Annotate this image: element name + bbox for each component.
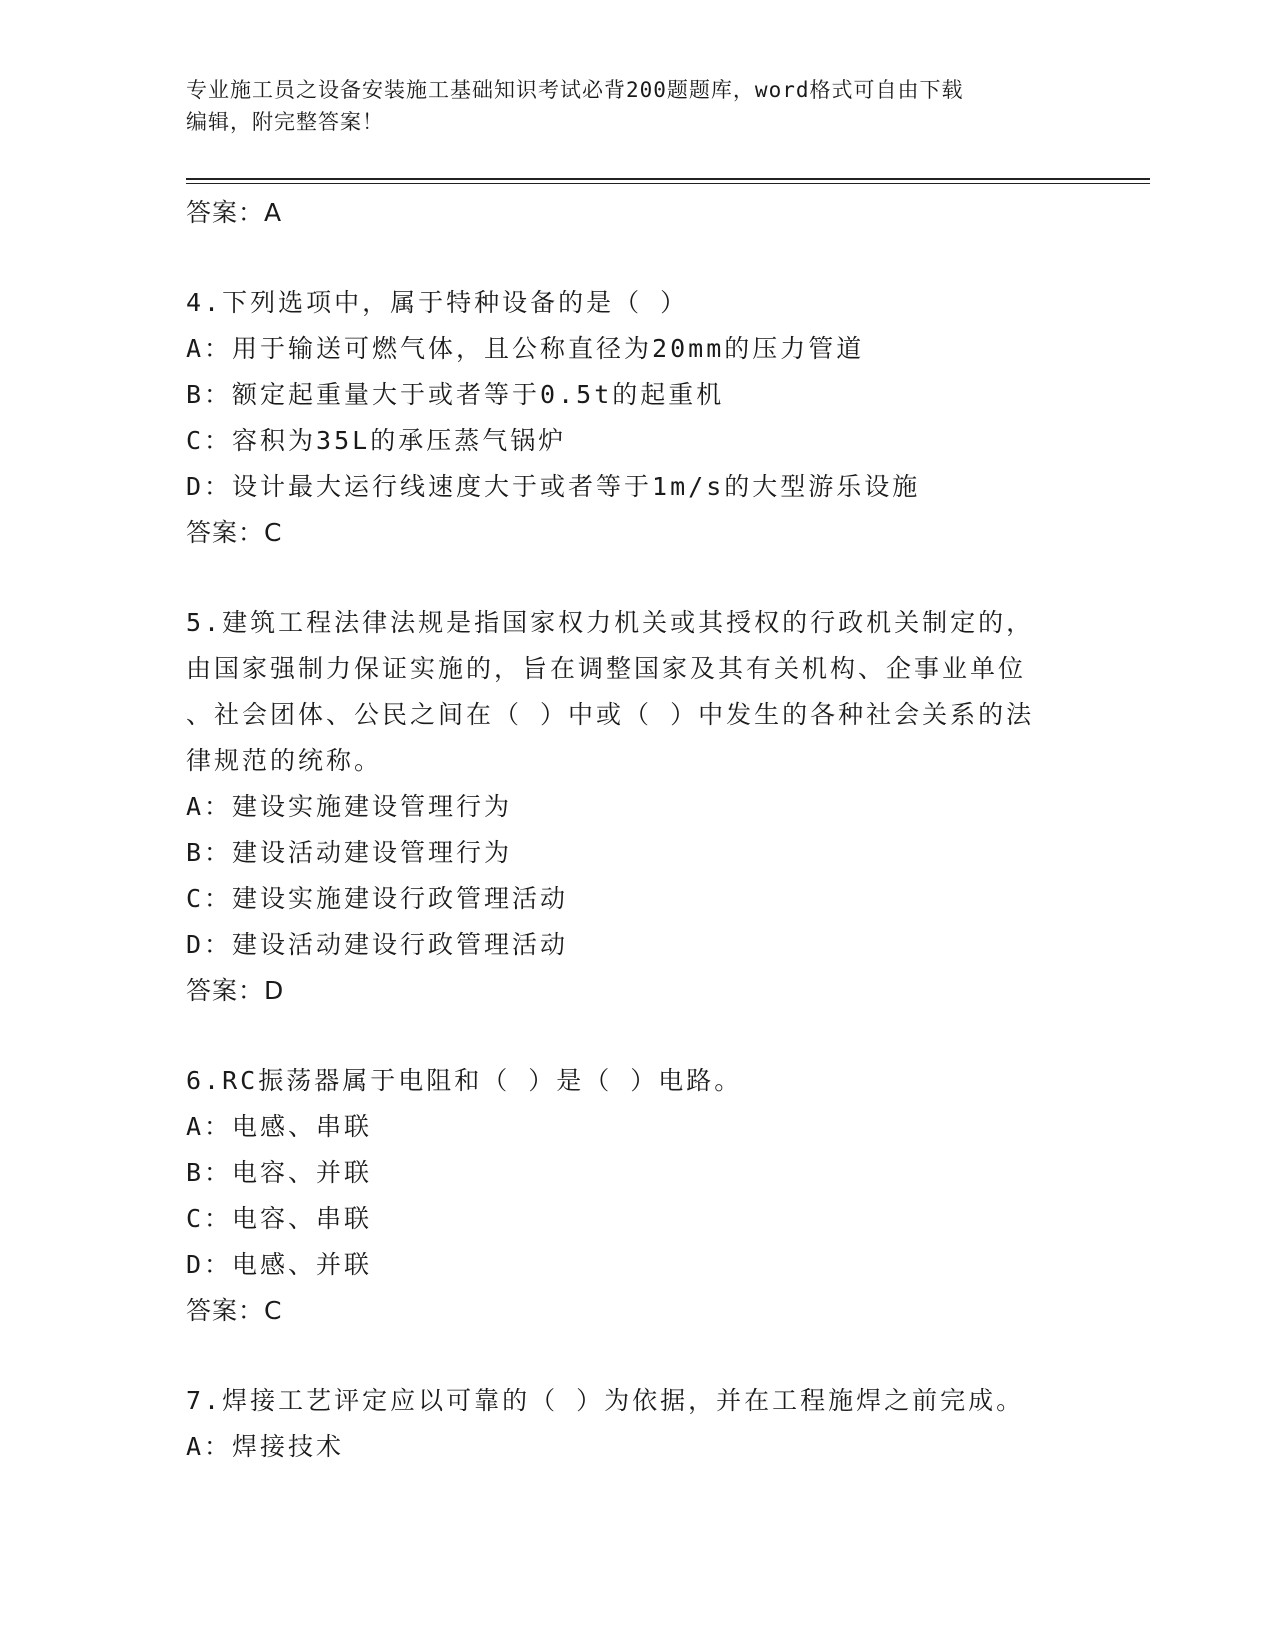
document-header xyxy=(186,74,1066,138)
option-c: C：容积为35L的承压蒸气锅炉 xyxy=(186,426,567,455)
question-list xyxy=(186,190,1086,1470)
option-a: A：用于输送可燃气体，且公称直径为20mm的压力管道 xyxy=(186,334,865,363)
answer: 答案：D xyxy=(186,976,285,1005)
question-stem-line: 、社会团体、公民之间在（ ）中或（ ）中发生的各种社会关系的法 xyxy=(186,700,1035,729)
option-a: A：焊接技术 xyxy=(186,1432,345,1461)
option-b: B：建设活动建设管理行为 xyxy=(186,838,513,867)
question-stem-line: 律规范的统称。 xyxy=(186,746,383,775)
question-6 xyxy=(186,1058,1086,1334)
option-b: B：电容、并联 xyxy=(186,1158,373,1187)
question-stem-line: 5.建筑工程法律法规是指国家权力机关或其授权的行政机关制定的， xyxy=(186,608,1035,637)
header-divider xyxy=(186,178,1150,180)
option-d: D：建设活动建设行政管理活动 xyxy=(186,930,569,959)
answer: 答案：C xyxy=(186,518,283,547)
question-stem: 4.下列选项中，属于特种设备的是（ ） xyxy=(186,288,689,317)
header-divider-thin xyxy=(186,183,1150,184)
option-b: B：额定起重量大于或者等于0.5t的起重机 xyxy=(186,380,725,409)
question-4 xyxy=(186,280,1086,556)
previous-answer: 答案：A xyxy=(186,198,283,227)
header-line-1: 专业施工员之设备安装施工基础知识考试必背200题题库，word格式可自由下载 xyxy=(186,78,964,102)
option-d: D：电感、并联 xyxy=(186,1250,373,1279)
option-c: C：电容、串联 xyxy=(186,1204,373,1233)
question-stem-line: 由国家强制力保证实施的，旨在调整国家及其有关机构、企事业单位 xyxy=(186,654,1027,683)
question-7 xyxy=(186,1378,1086,1470)
option-a: A：建设实施建设管理行为 xyxy=(186,792,513,821)
option-d: D：设计最大运行线速度大于或者等于1m/s的大型游乐设施 xyxy=(186,472,921,501)
option-c: C：建设实施建设行政管理活动 xyxy=(186,884,569,913)
header-line-2: 编辑，附完整答案！ xyxy=(186,110,384,134)
question-5 xyxy=(186,600,1086,1014)
answer: 答案：C xyxy=(186,1296,283,1325)
option-a: A：电感、串联 xyxy=(186,1112,373,1141)
question-stem: 7.焊接工艺评定应以可靠的（ ）为依据，并在工程施焊之前完成。 xyxy=(186,1386,1025,1415)
question-stem: 6.RC振荡器属于电阻和（ ）是（ ）电路。 xyxy=(186,1066,743,1095)
